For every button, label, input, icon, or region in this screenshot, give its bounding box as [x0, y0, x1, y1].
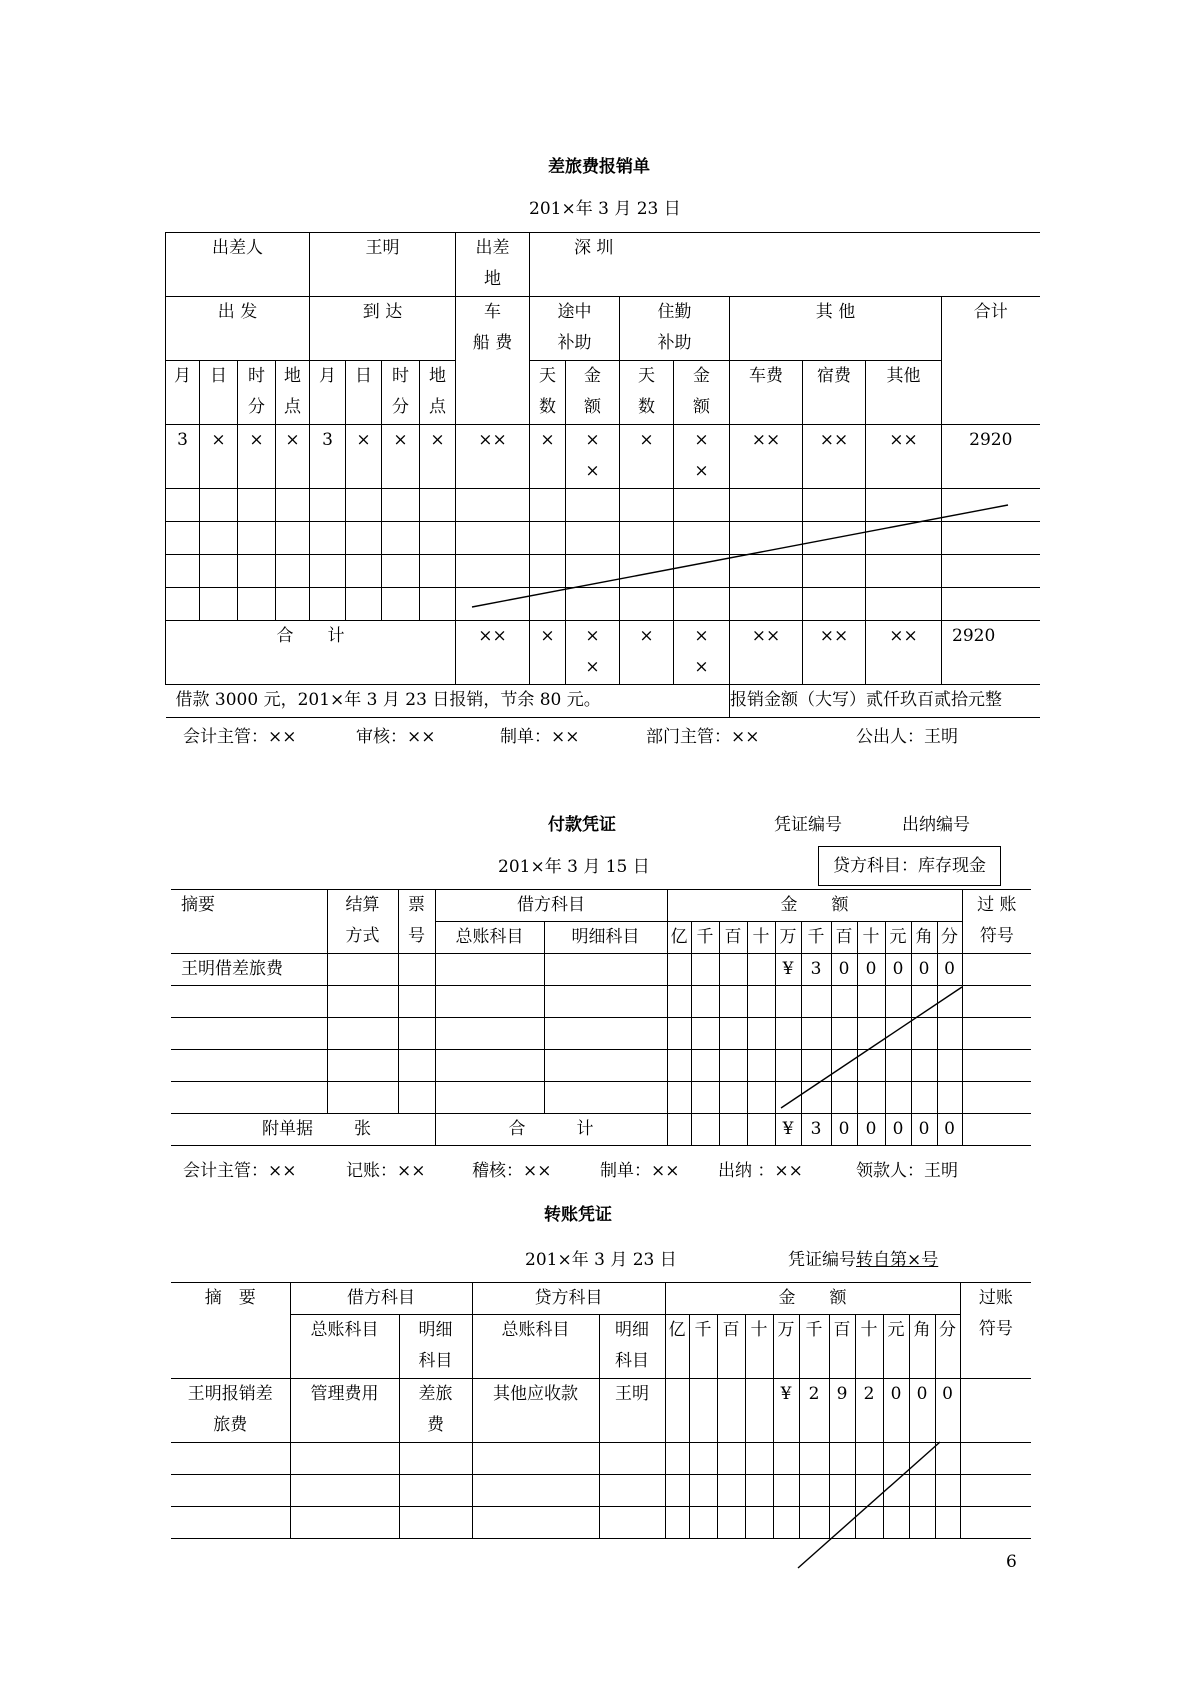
digit-header: 角 [911, 922, 937, 954]
row-credit-detail: 王明 [599, 1379, 665, 1443]
digit-header: 亿 [667, 922, 691, 954]
sub-time: 时 分 [238, 361, 276, 425]
row-debit-general: 管理费用 [290, 1379, 399, 1443]
payment-voucher-table [171, 889, 1031, 1146]
payment-date: 201×年 3 月 15 日 [498, 857, 650, 877]
travel-sign-traveler: 公出人：王明 [856, 727, 958, 747]
table-row [171, 1443, 1031, 1475]
total-row: 合 计 ×× × × × × × × ×× ×× ×× 2920 [166, 621, 1040, 685]
sub-day: 日 [346, 361, 382, 425]
digit-header: 千 [689, 1315, 717, 1379]
arrive-header: 到 达 [310, 297, 456, 361]
payment-sign-bookkeeper: 记账：×× [346, 1161, 426, 1181]
table-row [171, 1082, 1031, 1114]
table-row: 3 × × × 3 × × × ×× × × × × × × ×× ×× ×× 2920 [166, 425, 1040, 489]
digit-header: 百 [831, 922, 857, 954]
sub-month: 月 [310, 361, 346, 425]
digit-header: 千 [801, 922, 831, 954]
transfer-title: 转账凭证 [544, 1205, 612, 1225]
digit-header: 百 [829, 1315, 855, 1379]
sub-hotel-fee: 宿费 [803, 361, 866, 425]
table-row [171, 986, 1031, 1018]
digit-header: 十 [745, 1315, 773, 1379]
transfer-voucher-table [171, 1282, 1031, 1539]
other-header: 其 他 [730, 297, 942, 361]
travel-date: 201×年 3 月 23 日 [529, 199, 681, 219]
travel-title: 差旅费报销单 [548, 157, 650, 177]
payment-sign-cashier: 出纳 ：×× [718, 1161, 803, 1181]
table-row [166, 588, 1040, 621]
stay-allowance-header: 住勤 补助 [620, 297, 730, 361]
digit-header: 万 [773, 1315, 799, 1379]
payment-sign-reviewer: 稽核：×× [472, 1161, 552, 1181]
post-header: 过账 符号 [960, 1283, 1031, 1379]
payment-sign-recipient: 领款人：王明 [856, 1161, 958, 1181]
row-credit-general: 其他应收款 [472, 1379, 599, 1443]
debit-detail-header: 明细 科目 [399, 1315, 472, 1379]
sub-amount: 金 额 [674, 361, 730, 425]
sub-days: 天 数 [620, 361, 674, 425]
row-summary: 王明报销差 旅费 [171, 1379, 290, 1443]
digit-header: 分 [937, 922, 962, 954]
sub-place: 地 点 [420, 361, 456, 425]
sub-amount: 金 额 [566, 361, 620, 425]
travel-expense-table [165, 232, 1040, 718]
travel-sign-preparer: 制单：×× [500, 727, 580, 747]
table-row [171, 1475, 1031, 1507]
sub-month: 月 [166, 361, 200, 425]
debit-header: 借方科目 [290, 1283, 472, 1315]
table-row [166, 489, 1040, 522]
fare-header: 车 船 费 [456, 297, 530, 425]
payment-cashier-no: 出纳编号 [902, 815, 970, 835]
payment-voucher-no: 凭证编号 [774, 815, 842, 835]
table-row [171, 1050, 1031, 1082]
payment-title: 付款凭证 [548, 815, 616, 835]
credit-header: 贷方科目 [472, 1283, 665, 1315]
ticket-header: 票 号 [398, 890, 435, 954]
credit-account-box: 贷方科目：库存现金 [818, 846, 1001, 886]
digit-header: 百 [719, 922, 747, 954]
total-label: 合 计 [435, 1114, 667, 1146]
page-number: 6 [1006, 1552, 1017, 1572]
digit-header: 十 [747, 922, 775, 954]
digit-header: 十 [857, 922, 885, 954]
loan-note: 借款 3000 元，201×年 3 月 23 日报销，节余 80 元。 [166, 685, 730, 718]
travel-sign-accountant: 会计主管：×× [183, 727, 297, 747]
debit-general-header: 总账科目 [290, 1315, 399, 1379]
destination-label: 出差 地 [456, 233, 530, 297]
payment-sign-preparer: 制单：×× [600, 1161, 680, 1181]
credit-general-header: 总账科目 [472, 1315, 599, 1379]
amount-header: 金 额 [667, 890, 962, 922]
amount-header: 金 额 [665, 1283, 960, 1315]
traveler-name: 王明 [310, 233, 456, 297]
amount-in-words: 报销金额（大写）贰仟玖百贰拾元整 [730, 685, 1040, 718]
total-row: 附单据 张 合 计 ¥ 3 0 0 0 0 0 [171, 1114, 1031, 1146]
summary-header: 摘要 [171, 890, 327, 954]
debit-header: 借方科目 [435, 890, 667, 922]
table-row [166, 555, 1040, 588]
post-header: 过 账 符号 [962, 890, 1031, 954]
total-label: 合 计 [166, 621, 456, 685]
table-row [171, 1018, 1031, 1050]
sub-car-fee: 车费 [730, 361, 803, 425]
transfer-date: 201×年 3 月 23 日 [525, 1250, 677, 1270]
destination: 深 圳 [530, 233, 1040, 297]
sub-time: 时 分 [382, 361, 420, 425]
depart-header: 出 发 [166, 297, 310, 361]
digit-header: 千 [691, 922, 719, 954]
digit-header: 元 [885, 922, 911, 954]
travel-sign-dept-head: 部门主管：×× [646, 727, 760, 747]
general-ledger-header: 总账科目 [435, 922, 544, 954]
credit-detail-header: 明细 科目 [599, 1315, 665, 1379]
row-summary: 王明借差旅费 [171, 954, 327, 986]
table-row: 王明借差旅费 ¥ 3 0 0 0 0 0 [171, 954, 1031, 986]
detail-ledger-header: 明细科目 [544, 922, 667, 954]
settle-header: 结算 方式 [327, 890, 398, 954]
attach-label: 附单据 [171, 1114, 327, 1146]
sub-day: 日 [200, 361, 238, 425]
sub-place: 地 点 [276, 361, 310, 425]
table-row [171, 1507, 1031, 1539]
digit-header: 亿 [665, 1315, 689, 1379]
summary-header: 摘 要 [171, 1283, 290, 1379]
digit-header: 十 [855, 1315, 883, 1379]
digit-header: 元 [883, 1315, 909, 1379]
digit-header: 角 [909, 1315, 935, 1379]
total-header: 合计 [942, 297, 1040, 425]
traveler-label: 出差人 [166, 233, 310, 297]
row-debit-detail: 差旅 费 [399, 1379, 472, 1443]
onway-allowance-header: 途中 补助 [530, 297, 620, 361]
digit-header: 万 [775, 922, 801, 954]
table-row [166, 522, 1040, 555]
digit-header: 千 [799, 1315, 829, 1379]
payment-sign-accountant: 会计主管：×× [183, 1161, 297, 1181]
sub-days: 天 数 [530, 361, 566, 425]
sub-other: 其他 [866, 361, 942, 425]
table-row: 王明报销差 旅费 管理费用 差旅 费 其他应收款 王明 ¥ 2 9 2 0 0 0 [171, 1379, 1031, 1443]
digit-header: 分 [935, 1315, 960, 1379]
attach-zhang: 张 [327, 1114, 398, 1146]
digit-header: 百 [717, 1315, 745, 1379]
transfer-voucher-no: 凭证编号转自第×号 [788, 1250, 939, 1270]
travel-sign-auditor: 审核：×× [356, 727, 436, 747]
